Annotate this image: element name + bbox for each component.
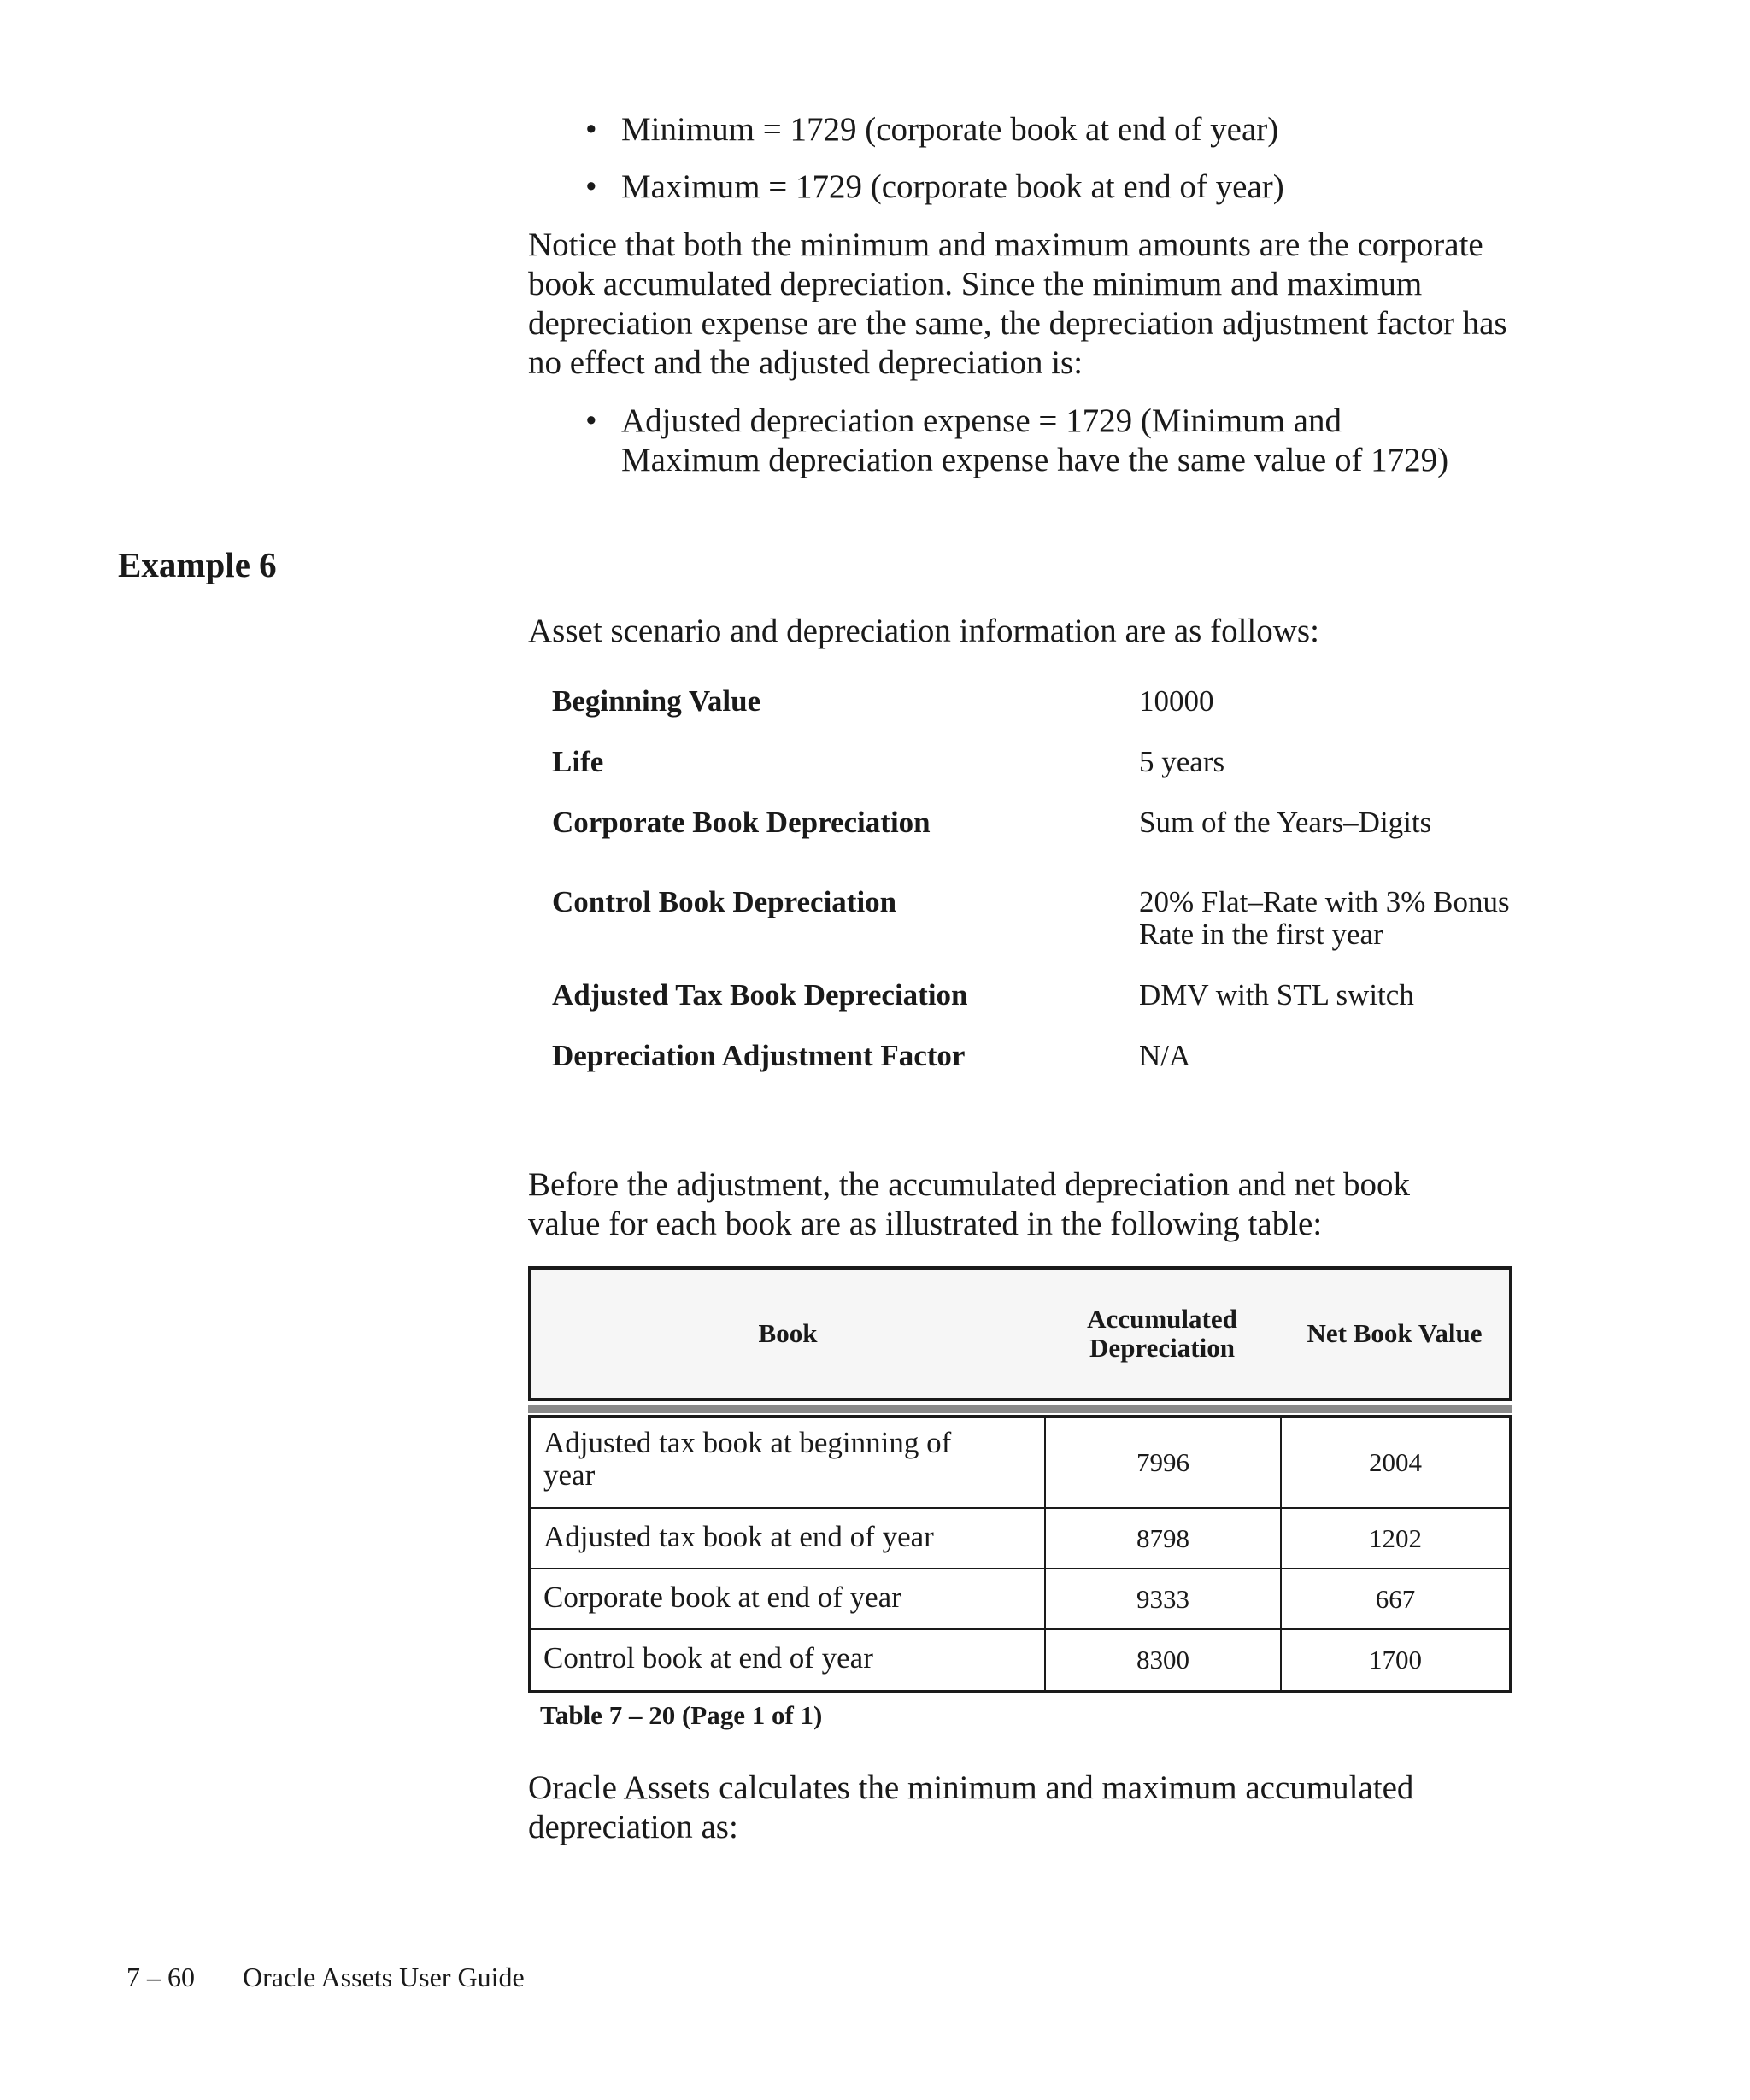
before-paragraph-line2: value for each book are as illustrated in the following table:: [528, 1205, 1323, 1242]
bullet-adjusted-line2: Maximum depreciation expense have the same value of 1729): [621, 442, 1449, 478]
cell-accumulated: 8798: [1136, 1522, 1189, 1553]
cell-book: Corporate book at end of year: [543, 1581, 901, 1614]
table-row: [531, 1418, 1509, 1509]
info-value-beginning-value: 10000: [1139, 684, 1214, 718]
calc-paragraph-line1: Oracle Assets calculates the minimum and maximum accumulated: [528, 1769, 1414, 1806]
cell-accumulated: 9333: [1136, 1583, 1189, 1614]
cell-book-line2: year: [543, 1458, 596, 1492]
example-heading: Example 6: [118, 545, 277, 584]
table-row: [531, 1509, 1509, 1569]
info-value-control-book-line1: 20% Flat–Rate with 3% Bonus: [1139, 885, 1510, 918]
info-label-control-book: Control Book Depreciation: [552, 885, 897, 918]
bullet-minimum: Minimum = 1729 (corporate book at end of year): [621, 111, 1279, 148]
info-label-corporate-book: Corporate Book Depreciation: [552, 806, 931, 839]
data-table: [528, 1415, 1512, 1693]
cell-net-book-value: 2004: [1369, 1447, 1422, 1477]
table-row: [531, 1569, 1509, 1630]
info-value-adjustment-factor: N/A: [1139, 1039, 1191, 1072]
calc-paragraph-line2: depreciation as:: [528, 1809, 738, 1845]
header-accum-line1: Accumulated: [1087, 1304, 1237, 1334]
table-row: [531, 1630, 1509, 1690]
table-header: [528, 1266, 1512, 1401]
bullet-icon: •: [585, 402, 597, 439]
cell-net-book-value: 667: [1375, 1583, 1416, 1614]
info-label-adjustment-factor: Depreciation Adjustment Factor: [552, 1039, 966, 1072]
cell-accumulated: 7996: [1136, 1447, 1189, 1477]
info-value-corporate-book: Sum of the Years–Digits: [1139, 806, 1432, 839]
info-value-control-book-line2: Rate in the first year: [1139, 918, 1383, 951]
cell-accumulated: 8300: [1136, 1645, 1189, 1675]
table-caption: Table 7 – 20 (Page 1 of 1): [540, 1700, 823, 1730]
bullet-icon: •: [585, 168, 597, 205]
info-label-adjusted-tax-book: Adjusted Tax Book Depreciation: [552, 978, 968, 1012]
cell-net-book-value: 1202: [1369, 1522, 1422, 1553]
cell-book: Control book at end of year: [543, 1641, 873, 1675]
footer-page-number: 7 – 60: [126, 1962, 195, 1992]
header-accum-line2: Depreciation: [1089, 1333, 1235, 1363]
info-value-adjusted-tax-book: DMV with STL switch: [1139, 978, 1414, 1012]
bullet-adjusted-line1: Adjusted depreciation expense = 1729 (Minimum and: [621, 402, 1342, 439]
cell-net-book-value: 1700: [1369, 1645, 1422, 1675]
cell-book: Adjusted tax book at end of year: [543, 1520, 934, 1553]
footer-title: Oracle Assets User Guide: [243, 1962, 525, 1992]
scenario-paragraph: Asset scenario and depreciation information are as follows:: [528, 613, 1319, 649]
notice-paragraph: Notice that both the minimum and maximum amounts are the corporate book accumulated depreciation. Since the minimum and maximum depreciation expense are the same, the depreciation adjustment factor has no effect and the adjusted depreciation is:: [528, 226, 1507, 381]
info-label-life: Life: [552, 745, 604, 778]
header-accumulated-depreciation: [1044, 1270, 1280, 1398]
bullet-maximum: Maximum = 1729 (corporate book at end of year): [621, 168, 1284, 205]
bullet-icon: •: [585, 111, 597, 148]
info-label-beginning-value: Beginning Value: [552, 684, 761, 718]
cell-book-line1: Adjusted tax book at beginning of: [543, 1426, 952, 1459]
header-net-book-value: Net Book Value: [1307, 1318, 1483, 1348]
header-book: Book: [758, 1318, 818, 1348]
header-separator: [528, 1405, 1512, 1413]
before-paragraph-line1: Before the adjustment, the accumulated depreciation and net book: [528, 1166, 1411, 1203]
info-value-life: 5 years: [1139, 745, 1225, 778]
